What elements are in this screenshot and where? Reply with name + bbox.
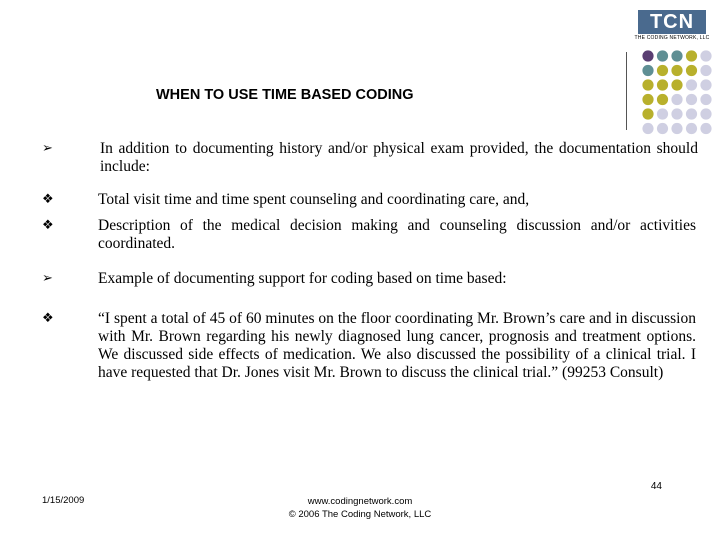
- decorative-dot: [671, 79, 682, 90]
- footer-copyright: © 2006 The Coding Network, LLC: [288, 509, 432, 520]
- bullet-text: Total visit time and time spent counseling and coordinating care, and,: [98, 191, 530, 208]
- page-number: 44: [650, 481, 662, 492]
- decorative-dot: [686, 123, 697, 134]
- decorative-dot: [657, 79, 668, 90]
- decorative-dot: [671, 65, 682, 76]
- diamond-bullet-icon: ❖: [42, 218, 54, 233]
- decorative-dot: [657, 65, 668, 76]
- decorative-dot: [686, 94, 697, 105]
- decorative-dot: [700, 50, 711, 61]
- decorative-dot: [671, 50, 682, 61]
- vertical-divider: [626, 52, 627, 130]
- decorative-dot: [657, 108, 668, 119]
- decorative-dot: [700, 108, 711, 119]
- decorative-dot: [686, 50, 697, 61]
- bullet-text: In addition to documenting history and/or physical exam provided, the documentation should include:: [100, 140, 698, 175]
- decorative-dot: [700, 94, 711, 105]
- decorative-dot: [642, 108, 653, 119]
- arrow-bullet-icon: ➢: [42, 141, 53, 156]
- logo-tagline: THE CODING NETWORK, LLC: [634, 35, 710, 41]
- slide-title: WHEN TO USE TIME BASED CODING: [156, 87, 414, 103]
- footer-center: [260, 495, 460, 521]
- decorative-dot: [671, 94, 682, 105]
- footer-date: 1/15/2009: [42, 495, 85, 506]
- decorative-dot: [686, 65, 697, 76]
- decorative-dot: [686, 108, 697, 119]
- decorative-dot: [686, 79, 697, 90]
- decorative-dot: [642, 50, 653, 61]
- bullet-text: “I spent a total of 45 of 60 minutes on the floor coordinating Mr. Brown’s care and in discussion with Mr. Brown regarding his newly diagnosed lung cancer, prognosis and treatment options. We discussed side effects of medication. We also discussed the possibility of a clinical trial. I have requested that Dr. Jones visit Mr. Brown to discuss the clinical trial.” (99253 Consult): [98, 310, 696, 381]
- decorative-dot: [642, 123, 653, 134]
- decorative-dot: [700, 79, 711, 90]
- decorative-dot: [671, 123, 682, 134]
- footer-website: www.codingnetwork.com: [307, 496, 413, 507]
- decorative-dot: [642, 65, 653, 76]
- decorative-dot: [642, 94, 653, 105]
- decorative-dot: [700, 65, 711, 76]
- arrow-bullet-icon: ➢: [42, 271, 53, 286]
- decorative-dot: [700, 123, 711, 134]
- decorative-dot: [657, 94, 668, 105]
- diamond-bullet-icon: ❖: [42, 311, 54, 326]
- company-logo: [628, 4, 716, 44]
- logo-mark: TCN: [638, 10, 706, 34]
- bullet-text: Example of documenting support for coding based on time based:: [98, 270, 507, 287]
- diamond-bullet-icon: ❖: [42, 192, 54, 207]
- decorative-dot: [657, 123, 668, 134]
- decorative-dot: [657, 50, 668, 61]
- decorative-dot: [642, 79, 653, 90]
- decorative-dot: [671, 108, 682, 119]
- bullet-text: Description of the medical decision making and counseling discussion and/or activities coordinated.: [98, 217, 696, 252]
